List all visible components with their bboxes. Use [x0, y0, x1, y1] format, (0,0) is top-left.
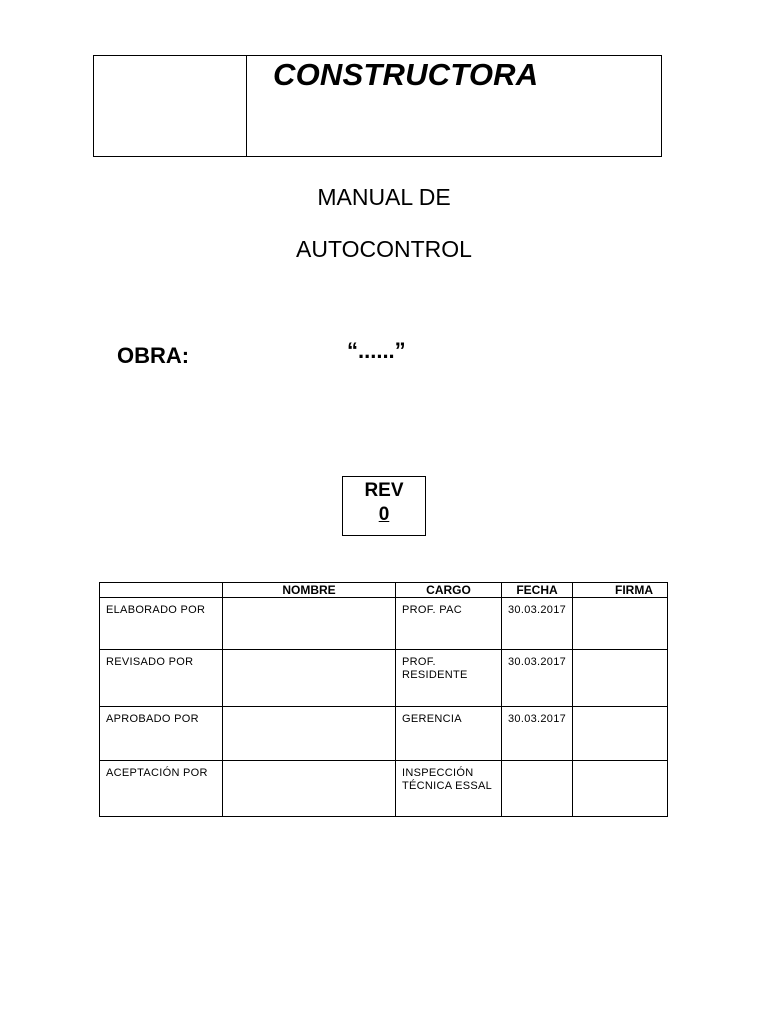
- column-header: [100, 583, 223, 598]
- column-header-fecha: FECHA: [502, 583, 573, 598]
- cargo-cell: GERENCIA: [396, 707, 502, 761]
- firma-cell: [573, 707, 668, 761]
- column-header-nombre: NOMBRE: [223, 583, 396, 598]
- nombre-cell: [223, 598, 396, 650]
- fecha-cell: 30.03.2017: [502, 598, 573, 650]
- fecha-cell: 30.03.2017: [502, 650, 573, 707]
- role-cell: REVISADO POR: [100, 650, 223, 707]
- cargo-cell: PROF. PAC: [396, 598, 502, 650]
- fecha-cell: [502, 761, 573, 817]
- nombre-cell: [223, 761, 396, 817]
- firma-cell: [573, 598, 668, 650]
- document-title-line-1: MANUAL DE: [317, 184, 451, 210]
- table-row: [100, 707, 668, 761]
- logo-placeholder: [94, 56, 247, 156]
- cargo-cell: INSPECCIÓN TÉCNICA ESSAL: [396, 761, 502, 817]
- nombre-cell: [223, 707, 396, 761]
- role-cell: ACEPTACIÓN POR: [100, 761, 223, 817]
- nombre-cell: [223, 650, 396, 707]
- role-cell: APROBADO POR: [100, 707, 223, 761]
- table-header-row: [100, 583, 668, 598]
- revision-label: REV: [364, 480, 404, 501]
- cargo-cell: PROF. RESIDENTE: [396, 650, 502, 707]
- table-row: [100, 598, 668, 650]
- firma-cell: [573, 650, 668, 707]
- revision-box: [342, 476, 426, 536]
- obra-value: “......”: [347, 338, 406, 363]
- fecha-cell: 30.03.2017: [502, 707, 573, 761]
- revision-number: 0: [378, 504, 390, 525]
- approvals-table: [99, 582, 668, 817]
- column-header-firma: FIRMA: [573, 583, 668, 598]
- header-box: [93, 55, 662, 157]
- obra-label: OBRA:: [117, 343, 190, 368]
- column-header-cargo: CARGO: [396, 583, 502, 598]
- role-cell: ELABORADO POR: [100, 598, 223, 650]
- firma-cell: [573, 761, 668, 817]
- document-title-line-2: AUTOCONTROL: [296, 236, 472, 262]
- table-row: [100, 650, 668, 707]
- company-name: CONSTRUCTORA: [273, 57, 539, 92]
- table-row: [100, 761, 668, 817]
